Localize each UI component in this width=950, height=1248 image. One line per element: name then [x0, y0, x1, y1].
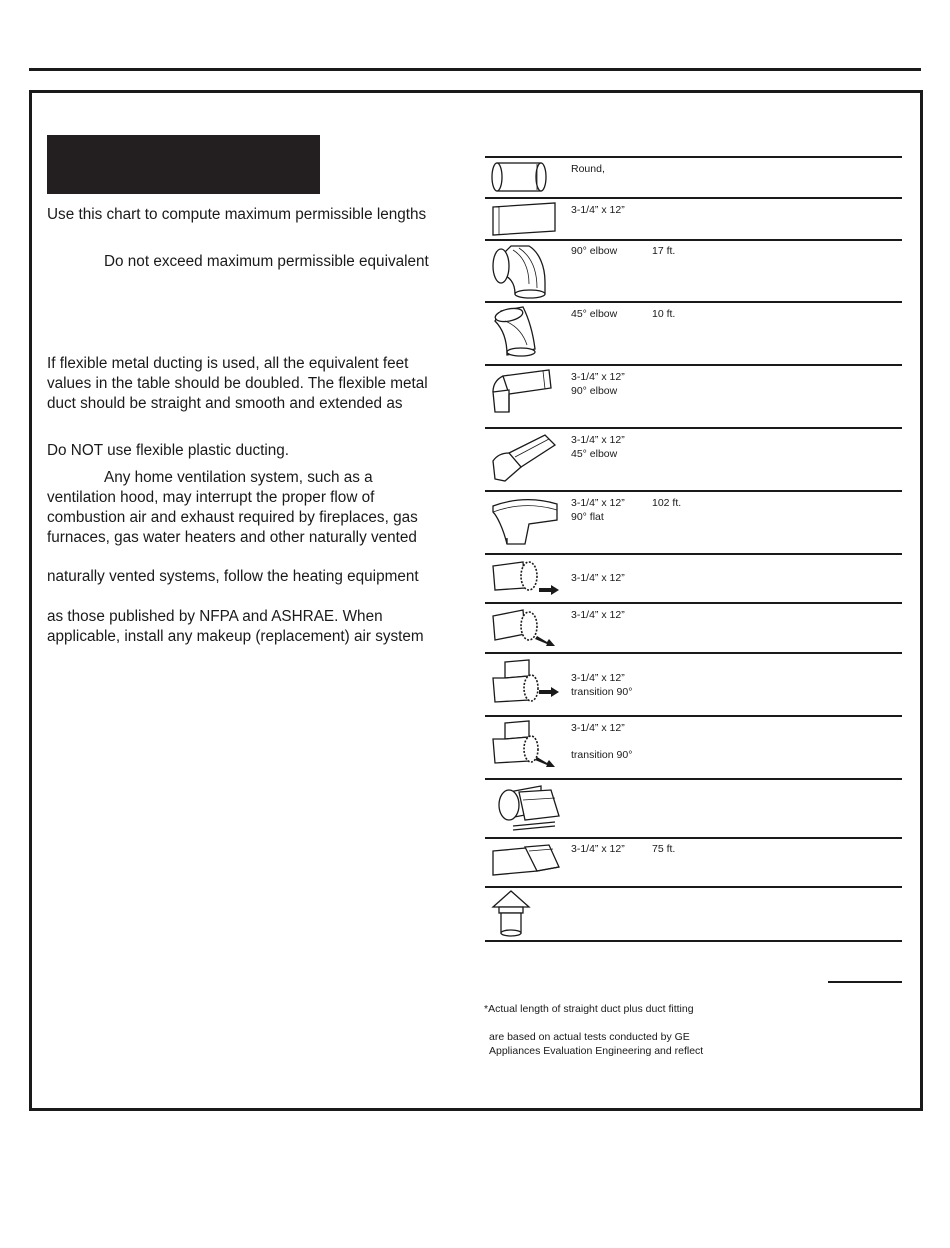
- plastic-warning: Do NOT use flexible plastic ducting.: [47, 442, 290, 459]
- table-row-label: 3-1/4” x 12”: [571, 672, 625, 684]
- footnote-line-3: Appliances Evaluation Engineering and reflect: [489, 1045, 704, 1057]
- table-rule: [485, 837, 902, 839]
- table-rule: [485, 301, 902, 303]
- table-row-equivalent: 75 ft.: [652, 843, 676, 855]
- table-rule: [485, 715, 902, 717]
- rect-90-flat-elbow-icon: [489, 494, 561, 550]
- rect-90-elbow-icon: [489, 368, 555, 424]
- table-rule: [485, 364, 902, 366]
- rectangular-duct-icon: [489, 201, 561, 237]
- vent-line-3: combustion air and exhaust required by fireplaces, gas: [47, 509, 418, 526]
- vent-line-4: furnaces, gas water heaters and other naturally vented: [47, 529, 417, 546]
- flex-line-1: If flexible metal ducting is used, all the equivalent feet: [47, 355, 409, 372]
- vent-line-1: Any home ventilation system, such as a: [104, 469, 373, 486]
- table-rule: [485, 427, 902, 429]
- table-rule: [485, 239, 902, 241]
- wall-cap-icon: [489, 782, 565, 834]
- table-row-label: 45° elbow: [571, 448, 618, 460]
- table-rule: [485, 778, 902, 780]
- table-rule: [485, 652, 902, 654]
- table-rule: [485, 940, 902, 942]
- table-rule: [485, 553, 902, 555]
- total-rule: [828, 981, 902, 983]
- table-row-label: transition 90°: [571, 749, 633, 761]
- page-frame: [29, 90, 923, 1111]
- table-row-label: 3-1/4” x 12”: [571, 722, 625, 734]
- vent-line-2: ventilation hood, may interrupt the proper flow of: [47, 489, 375, 506]
- table-row-equivalent: 17 ft.: [652, 245, 676, 257]
- table-row-label: 45° elbow: [571, 308, 618, 320]
- table-row-label: 3-1/4” x 12”: [571, 609, 625, 621]
- table-row-label: transition 90°: [571, 686, 633, 698]
- footnote-line-1: *Actual length of straight duct plus duct fitting: [484, 1003, 694, 1015]
- table-rule: [485, 602, 902, 604]
- table-row-label: 3-1/4” x 12”: [571, 371, 625, 383]
- table-rule: [485, 156, 902, 158]
- vent-line-6: as those published by NFPA and ASHRAE. When: [47, 608, 383, 625]
- table-row-label: 3-1/4” x 12”: [571, 204, 625, 216]
- table-row-equivalent: 10 ft.: [652, 308, 676, 320]
- rect-wall-cap-icon: [489, 841, 563, 881]
- vent-line-7: applicable, install any makeup (replacement) air system: [47, 628, 424, 645]
- intro-line-1: Use this chart to compute maximum permissible lengths: [47, 206, 427, 223]
- intro-line-2: Do not exceed maximum permissible equivalent: [104, 253, 429, 270]
- vent-line-5: naturally vented systems, follow the heating equipment: [47, 568, 419, 585]
- rect-to-round-transition-icon: [489, 558, 561, 598]
- table-row-label: Round,: [571, 163, 605, 175]
- table-row-label: 90° elbow: [571, 245, 618, 257]
- table-row-label: 3-1/4” x 12”: [571, 497, 625, 509]
- table-rule: [485, 490, 902, 492]
- rect-to-round-transition-out-icon: [489, 606, 561, 648]
- table-row-equivalent: 102 ft.: [652, 497, 682, 509]
- table-rule: [485, 886, 902, 888]
- rect-45-elbow-icon: [489, 431, 559, 487]
- flex-line-3: duct should be straight and smooth and extended as: [47, 395, 403, 412]
- table-row-label: 90° elbow: [571, 385, 618, 397]
- table-row-label: 3-1/4” x 12”: [571, 843, 625, 855]
- top-rule: [29, 68, 921, 71]
- rect-to-round-transition-90-out-icon: [489, 719, 561, 773]
- flex-line-2: values in the table should be doubled. The flexible metal: [47, 375, 428, 392]
- footnote-line-2: are based on actual tests conducted by GE: [489, 1031, 690, 1043]
- round-duct-icon: [489, 160, 553, 196]
- section-header-bar: [47, 135, 320, 194]
- round-90-elbow-icon: [489, 242, 553, 300]
- roof-cap-icon: [489, 889, 539, 939]
- round-45-elbow-icon: [489, 305, 553, 361]
- table-row-label: 3-1/4” x 12”: [571, 434, 625, 446]
- table-row-label: 3-1/4” x 12”: [571, 572, 625, 584]
- table-row-label: 90° flat: [571, 511, 604, 523]
- rect-to-round-transition-90-icon: [489, 656, 561, 712]
- table-rule: [485, 197, 902, 199]
